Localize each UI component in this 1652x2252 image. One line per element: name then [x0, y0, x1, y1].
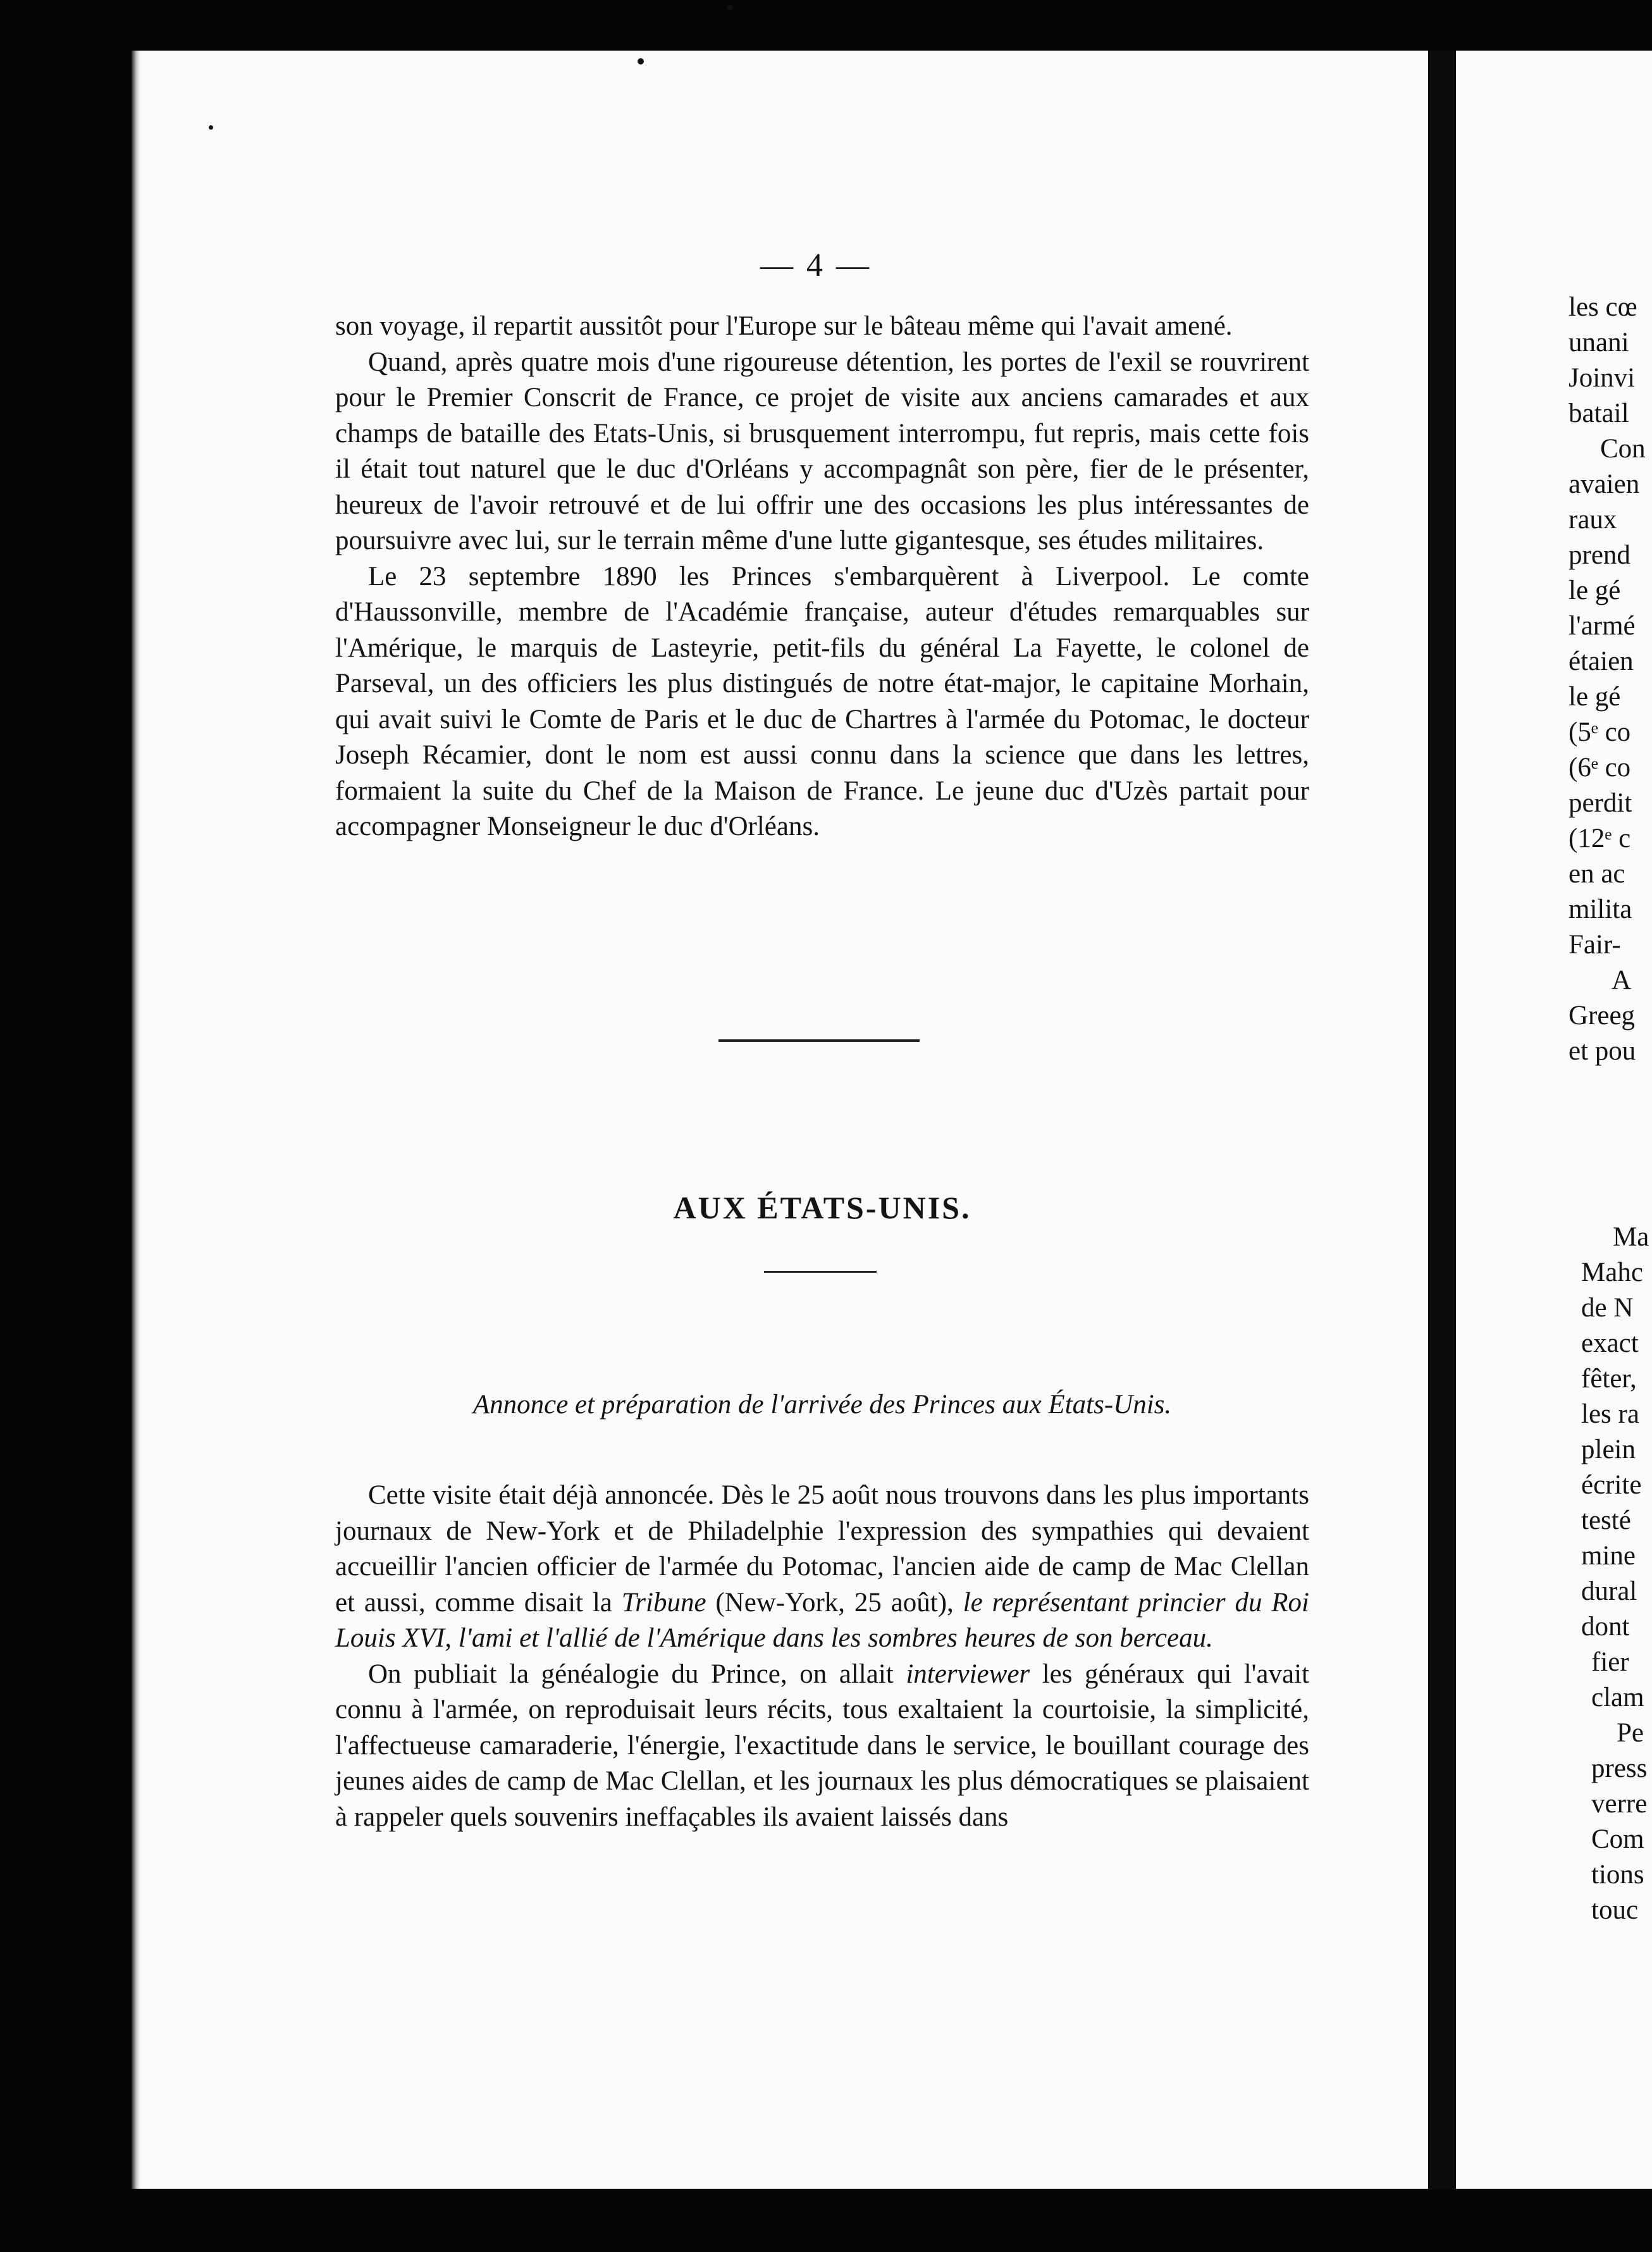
paragraph [335, 1657, 1309, 1836]
paragraph [335, 1478, 1309, 1657]
body-text-block [335, 1478, 1309, 1835]
right-page-fragment: et pou [1569, 1036, 1636, 1066]
right-page-fragment: Fair- [1569, 930, 1621, 960]
right-page-fragment: press [1591, 1754, 1648, 1783]
section-divider [718, 1039, 920, 1042]
right-page-fragment: Mahc [1581, 1258, 1643, 1287]
scan-speck [727, 5, 733, 11]
section-subtitle: Annonce et préparation de l'arrivée des Princes aux États-Unis. [472, 1390, 1172, 1420]
right-page-fragment: écrite [1581, 1470, 1642, 1500]
right-page-fragment: Ma [1613, 1222, 1649, 1252]
right-page-fragment: clam [1591, 1683, 1644, 1712]
paragraph-text: On publiait la généalogie du Prince, on allait [368, 1659, 906, 1689]
paragraph-text: (New-York, 25 août), [706, 1587, 963, 1618]
newspaper-name: Tribune [621, 1587, 706, 1618]
right-page-fragment: Greeg [1569, 1001, 1636, 1030]
right-page-fragment: le gé [1569, 576, 1621, 605]
right-page-fragment: étaien [1569, 647, 1634, 676]
right-page-fragment: avaien [1569, 469, 1640, 499]
right-page-fragment: A [1612, 965, 1632, 995]
paragraph-text: les généraux qui l'avait connu à l'armée, on reproduisait leurs récits, tous exaltaient la courtoisie, la simplicité, l'affectueuse camaraderie, l'énergie, l'exactitude dans le service, le bouillant courage des jeunes aides de camp de Mac Clellan, et les journaux les plus démocratiques se plaisaient à rappeler quels souvenirs ineffaçables ils avaient laissés dans [335, 1659, 1309, 1832]
right-page-fragment: les ra [1581, 1399, 1639, 1429]
scan-speck [638, 58, 644, 65]
right-page-fragment: l'armé [1569, 611, 1636, 641]
right-page-fragment: fêter, [1581, 1364, 1637, 1394]
scan-speck [209, 125, 213, 130]
right-page-fragment: Pe [1617, 1718, 1644, 1748]
right-page-fragment: prend [1569, 540, 1630, 570]
right-page-fragment: unani [1569, 328, 1629, 357]
right-page-fragment: Joinvi [1569, 363, 1636, 393]
paragraph: Quand, après quatre mois d'une rigoureuse détention, les portes de l'exil se rouvrirent pour le Premier Conscrit de France, ce projet de visite aux anciens camarades et aux champs de bataille des Etats-Unis, si brusquement interrompu, fut repris, mais cette fois il était tout naturel que le duc d'Orléans y accompagnât son père, fier de le présenter, heureux de l'avoir retrouvé et de lui offrir une des occasions les plus intéressantes de poursuivre avec lui, sur le terrain même d'une lutte gigantesque, ses études militaires. [335, 347, 1309, 555]
right-page-fragment: (5ᵉ co [1569, 717, 1631, 747]
right-page-fragment: dural [1581, 1576, 1637, 1606]
paragraph-text: Cette visite était déjà annoncée. Dès le 25 août nous trouvons dans les plus importants journaux de New-York et de Philadelphie l'expression des sympathies qui devaient accueillir l'ancien officier de l'armée du Potomac, l'ancien aide de camp de Mac Clellan et aussi, comme disait la [335, 1480, 1309, 1618]
right-page-fragment: en ac [1569, 859, 1625, 889]
title-rule [764, 1271, 877, 1273]
right-page-fragment: les cœ [1569, 292, 1637, 322]
right-page-fragment: Con [1600, 434, 1646, 464]
right-page-fragment: exact [1581, 1328, 1639, 1358]
section-title: AUX ÉTATS-UNIS. [673, 1190, 971, 1225]
book-gutter [1428, 51, 1456, 2189]
right-page-fragment: touc [1591, 1895, 1639, 1925]
right-page-fragment: batail [1569, 399, 1629, 428]
top-text-block [335, 309, 1309, 845]
right-page-fragment: milita [1569, 894, 1632, 924]
right-page-fragment: Com [1591, 1824, 1644, 1854]
right-page-fragment: mine [1581, 1541, 1636, 1571]
right-page-fragment: perdit [1569, 788, 1632, 818]
quotation: le représentant princier du Roi Louis XVI, l'ami et l'allié de l'Amérique dans les sombres heures de son berceau. [335, 1587, 1309, 1653]
right-page-fragment: de N [1581, 1293, 1634, 1323]
paragraph: son voyage, il repartit aussitôt pour l'Europe sur le bâteau même qui l'avait amené. [335, 311, 1233, 341]
right-page-fragment: (6ᵉ co [1569, 753, 1631, 783]
right-page-fragment: plein [1581, 1435, 1636, 1464]
page-number: — 4 — [760, 247, 872, 283]
right-page-fragment: (12ᵉ c [1569, 824, 1631, 853]
right-page-fragment: le gé [1569, 682, 1621, 712]
right-page-fragment: raux [1569, 505, 1617, 535]
right-page-fragment: verre [1591, 1789, 1648, 1819]
paragraph: Le 23 septembre 1890 les Princes s'embarquèrent à Liverpool. Le comte d'Haussonville, membre de l'Académie française, auteur d'études remarquables sur l'Amérique, le marquis de Lasteyrie, petit-fils du général La Fayette, le colonel de Parseval, un des officiers les plus distingués de notre état-major, le capitaine Morhain, qui avait suivi le Comte de Paris et le duc de Chartres à l'armée du Potomac, le docteur Joseph Récamier, dont le nom est aussi connu dans la science que dans les lettres, formaient la suite du Chef de la Maison de France. Le jeune duc d'Uzès partait pour accompagner Monseigneur le duc d'Orléans. [335, 561, 1309, 841]
right-page-fragment: fier [1591, 1647, 1629, 1677]
right-page-fragment: tions [1591, 1860, 1644, 1890]
right-page-fragment: testé [1581, 1506, 1631, 1535]
emphasis: interviewer [906, 1659, 1030, 1689]
right-page-fragment: dont [1581, 1612, 1630, 1642]
